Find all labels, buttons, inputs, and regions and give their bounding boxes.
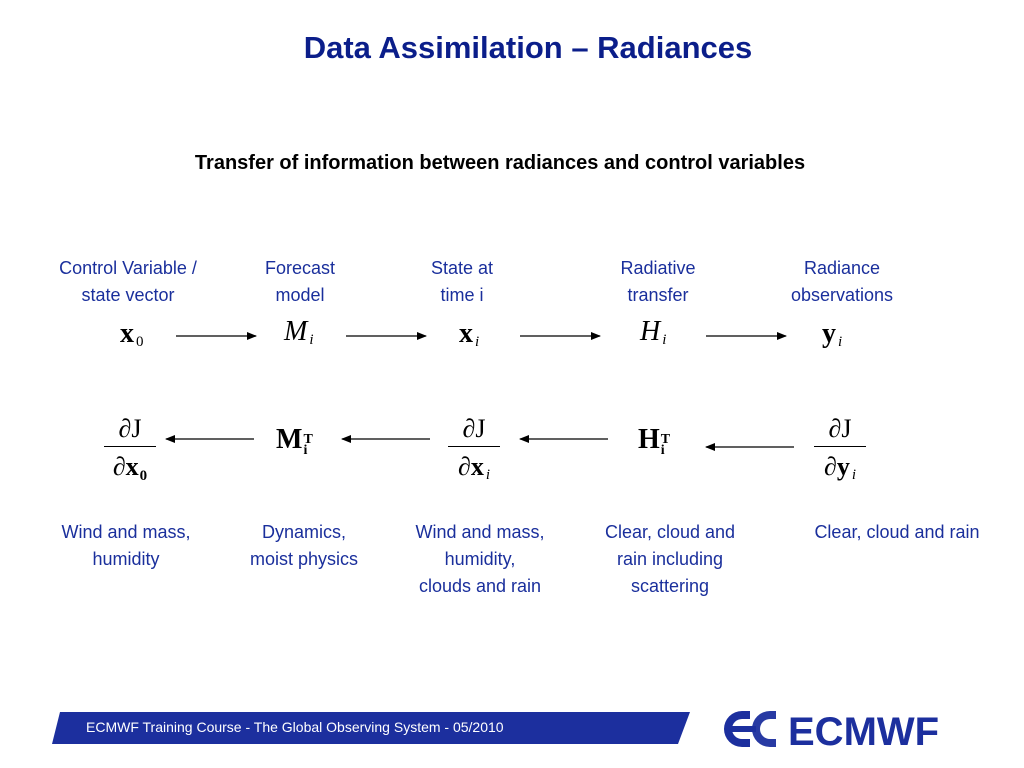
label-line: Control Variable /	[59, 258, 197, 278]
desc-adjoint-model	[222, 519, 386, 573]
desc-state-variables	[388, 519, 572, 600]
desc-line: clouds and rain	[418, 576, 542, 596]
desc-line: Dynamics,	[261, 522, 346, 542]
symbol-sub: 0	[136, 334, 144, 350]
symbol-base: x	[459, 318, 473, 349]
fraction-numerator: ∂J	[462, 414, 486, 443]
symbol-sub: 0	[139, 468, 148, 484]
label-line: state vector	[81, 285, 175, 305]
desc-line: scattering	[630, 576, 710, 596]
symbol-sub: i	[838, 334, 843, 350]
symbol-sub: i	[485, 467, 491, 483]
symbol-base: H	[640, 316, 661, 347]
label-line: observations	[790, 285, 894, 305]
symbol-base: x	[120, 318, 134, 349]
symbol-base: x	[125, 452, 139, 481]
symbol-sup: T	[303, 432, 313, 447]
symbol-base: M	[284, 316, 308, 347]
label-line: Radiative	[620, 258, 696, 278]
desc-radiances	[786, 519, 1008, 546]
desc-line: Wind and mass,	[415, 522, 545, 542]
desc-control-variables	[26, 519, 226, 573]
label-line: time i	[440, 285, 484, 305]
symbol-base: y	[836, 452, 850, 481]
partial-symbol: ∂	[823, 452, 837, 481]
desc-radiative-transfer	[580, 519, 760, 600]
symbol-sub: i	[309, 332, 314, 348]
symbol-sub: i	[660, 443, 665, 458]
symbol-base: M	[276, 424, 303, 455]
ecmwf-logo	[720, 707, 960, 751]
symbol-base: y	[822, 318, 836, 349]
symbol-base: x	[470, 452, 484, 481]
desc-line: Clear, cloud and	[604, 522, 736, 542]
label-line: transfer	[627, 285, 689, 305]
partial-symbol: ∂	[112, 452, 126, 481]
symbol-sub: i	[475, 334, 480, 350]
logo-text: ECMWF	[788, 710, 940, 751]
desc-line: rain including	[616, 549, 724, 569]
label-line: Forecast	[264, 258, 336, 278]
desc-line: humidity	[92, 549, 160, 569]
desc-line: Wind and mass,	[61, 522, 191, 542]
label-line: model	[275, 285, 325, 305]
desc-line: Clear, cloud and rain	[814, 522, 980, 542]
label-line: State at	[430, 258, 494, 278]
fraction-numerator: ∂J	[828, 414, 852, 443]
partial-symbol: ∂	[457, 452, 471, 481]
label-line: Radiance	[803, 258, 881, 278]
fraction-numerator: ∂J	[118, 414, 142, 443]
slide-title: Data Assimilation – Radiances	[303, 30, 753, 65]
desc-line: humidity,	[444, 549, 516, 569]
symbol-base: H	[638, 424, 660, 455]
symbol-sub: i	[662, 332, 667, 348]
symbol-sub: i	[303, 443, 308, 458]
symbol-sup: T	[660, 432, 671, 447]
slide-subtitle: Transfer of information between radiances and control variables	[194, 152, 806, 174]
symbol-sub: i	[851, 467, 857, 483]
footer-text: ECMWF Training Course - The Global Observing System - 05/2010	[86, 719, 504, 735]
desc-line: moist physics	[249, 549, 359, 569]
